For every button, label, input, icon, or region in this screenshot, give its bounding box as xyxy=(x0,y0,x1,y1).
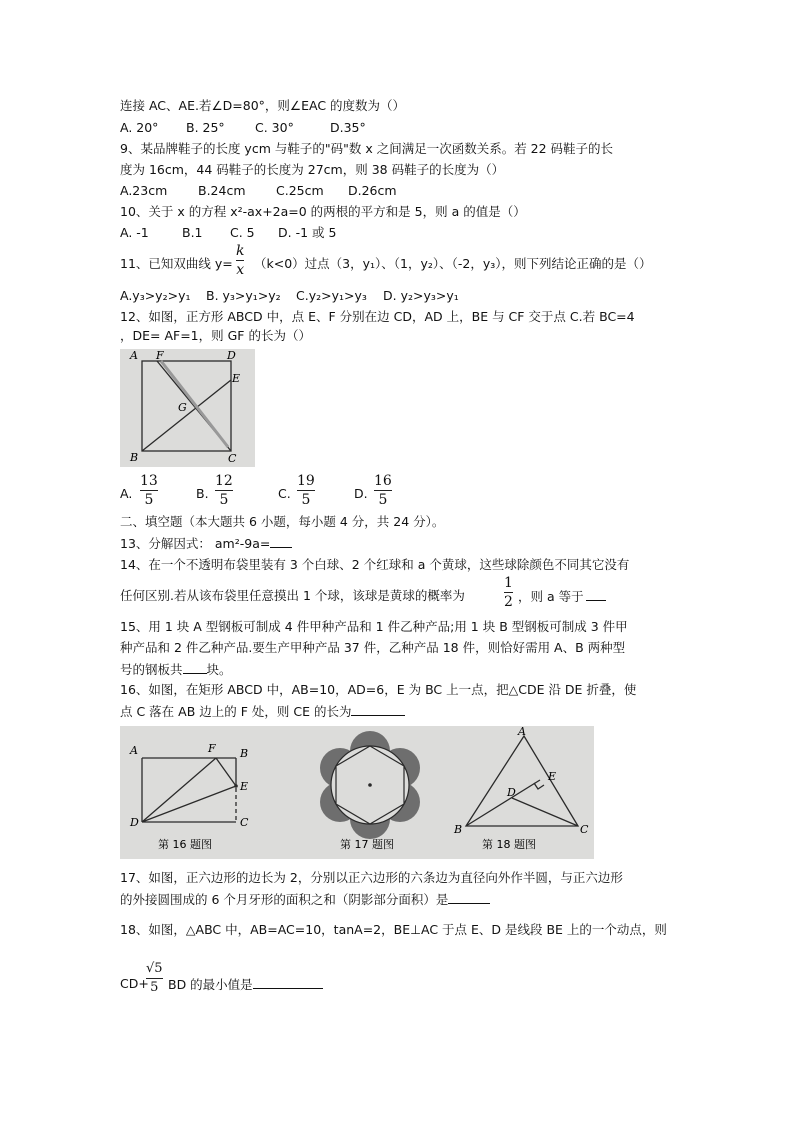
fig18-label-c: C xyxy=(580,823,589,836)
q17-answer-blank xyxy=(448,891,490,904)
q16-answer-blank xyxy=(351,703,405,716)
fig17-hexagon-diagram xyxy=(320,731,420,839)
q10-text: 10、关于 x 的方程 x²-ax+2a=0 的两根的平方和是 5，则 a 的值是（） xyxy=(120,204,526,219)
figures-16-18-svg xyxy=(120,726,594,859)
q12-option-c-num: 19 xyxy=(297,473,315,489)
q16-line2-text: 点 C 落在 AB 边上的 F 处，则 CE 的长为 xyxy=(120,704,352,719)
fig16-label-c: C xyxy=(240,816,249,829)
q12-label-e: E xyxy=(232,372,241,385)
q10-option-c: C. 5 xyxy=(230,225,255,240)
q8-option-a: A. 20° xyxy=(120,120,159,135)
q9-option-c: C.25cm xyxy=(276,183,324,198)
q11-suffix: （k<0）过点（3，y₁）、（1，y₂）、（-2，y₃），则下列结论正确的是（） xyxy=(254,256,652,271)
q8-option-b: B. 25° xyxy=(186,120,225,135)
q12-option-c-den: 5 xyxy=(301,492,311,508)
q12-option-a-fraction xyxy=(140,473,158,508)
q9-line1: 9、某品牌鞋子的长度 ycm 与鞋子的"码"数 x 之间满足一次函数关系。若 22 码鞋子的长 xyxy=(120,141,614,156)
q12-option-a-bar xyxy=(140,490,158,491)
q16-line2 xyxy=(120,703,405,720)
q13-prompt: 13、分解因式： am²-9a= xyxy=(120,536,271,551)
q14-line2-text: 任何区别.若从该布袋里任意摸出 1 个球，该球是黄球的概率为 xyxy=(120,588,465,603)
q11-option-d: D. y₂>y₃>y₁ xyxy=(383,288,459,303)
q14-tail-text: ，则 a 等于 xyxy=(518,589,584,604)
figures-16-18 xyxy=(120,726,594,859)
q18-line1: 18、如图，△ABC 中，AB=AC=10，tanA=2，BE⊥AC 于点 E、D 是线段 BE 上的一个动点，则 xyxy=(120,922,667,937)
q18-frac-num: √5 xyxy=(146,961,163,976)
q12-figure xyxy=(120,349,255,467)
q12-option-d-bar xyxy=(374,490,392,491)
fig18-triangle-diagram xyxy=(466,736,578,826)
q12-label-a: A xyxy=(130,349,138,362)
q12-label-d: D xyxy=(227,349,236,362)
q14-line1: 14、在一个不透明布袋里装有 3 个白球、2 个红球和 a 个黄球，这些球除颜色不同其它没有 xyxy=(120,557,630,572)
q11-option-c: C.y₂>y₁>y₃ xyxy=(296,288,367,303)
q12-option-b-letter: B. xyxy=(196,486,209,501)
q11-option-b: B. y₃>y₁>y₂ xyxy=(206,288,281,303)
fig16-label-e: E xyxy=(240,780,249,793)
q14-frac-bar xyxy=(504,592,513,593)
q12-option-d-letter: D. xyxy=(354,486,368,501)
fig16-label-f: F xyxy=(208,742,216,755)
q14-answer-blank xyxy=(586,588,606,601)
fig17-caption: 第 17 题图 xyxy=(340,838,394,851)
fig16-label-b: B xyxy=(240,747,249,760)
q18-suffix xyxy=(168,976,323,993)
q9-line2: 度为 16cm，44 码鞋子的长度为 27cm，则 38 码鞋子的长度为（） xyxy=(120,162,505,177)
q12-square-diagram xyxy=(120,349,255,467)
q12-option-d-fraction xyxy=(374,473,392,508)
q18-fraction xyxy=(146,961,163,996)
q10-option-d: D. -1 或 5 xyxy=(278,225,337,240)
q18-frac-den: 5 xyxy=(150,980,159,995)
q9-option-a: A.23cm xyxy=(120,183,168,198)
q12-label-g: G xyxy=(178,401,187,414)
q11-frac-bar xyxy=(236,260,244,261)
q12-option-d-num: 16 xyxy=(374,473,392,489)
q15-line2: 种产品和 2 件乙种产品.要生产甲种产品 37 件，乙种产品 18 件，则恰好需用 A、B 两种型 xyxy=(120,640,626,655)
q15-line3-a: 号的钢板共 xyxy=(120,662,183,677)
q9-option-b: B.24cm xyxy=(198,183,246,198)
q12-option-c-bar xyxy=(297,490,315,491)
q18-suffix-text: BD 的最小值是 xyxy=(168,977,253,992)
q13-answer-blank xyxy=(270,535,292,548)
q15-answer-blank xyxy=(183,661,207,674)
q9-option-d: D.26cm xyxy=(348,183,397,198)
q14-line2 xyxy=(120,588,465,604)
q14-frac-num: 1 xyxy=(504,575,513,591)
fig16-caption: 第 16 题图 xyxy=(158,838,212,851)
q12-option-a-num: 13 xyxy=(140,473,158,489)
q17-line1: 17、如图，正六边形的边长为 2，分别以正六边形的六条边为直径向外作半圆，与正六边形 xyxy=(120,870,623,885)
section-2-heading: 二、填空题（本大题共 6 小题，每小题 4 分，共 24 分）。 xyxy=(120,514,445,529)
q11-frac-numerator: k xyxy=(236,243,245,259)
q18-answer-blank xyxy=(253,976,323,989)
q12-option-a-letter: A. xyxy=(120,486,133,501)
q11-prefix: 11、已知双曲线 y= xyxy=(120,256,233,271)
q12-label-c: C xyxy=(228,452,237,465)
fig16-label-a: A xyxy=(130,744,138,757)
fig18-caption: 第 18 题图 xyxy=(482,838,536,851)
q18-prefix: CD+ xyxy=(120,976,149,991)
q11-fraction xyxy=(236,243,244,278)
q11-option-a: A.y₃>y₂>y₁ xyxy=(120,288,191,303)
fig18-label-a: A xyxy=(518,726,526,738)
q14-fraction xyxy=(504,575,513,610)
q12-label-b: B xyxy=(130,451,139,464)
fig18-label-e: E xyxy=(548,770,557,783)
q14-frac-den: 2 xyxy=(504,594,513,610)
q17-line2-text: 的外接圆围成的 6 个月牙形的面积之和（阴影部分面积）是 xyxy=(120,892,449,907)
q18-frac-bar xyxy=(146,978,163,979)
fig18-label-b: B xyxy=(454,823,463,836)
q10-option-a: A. -1 xyxy=(120,225,149,240)
q8-option-c: C. 30° xyxy=(255,120,294,135)
q12-option-d-den: 5 xyxy=(378,492,388,508)
q15-line3-b: 块。 xyxy=(206,662,232,677)
fig18-label-d: D xyxy=(507,786,516,799)
q12-option-b-fraction xyxy=(215,473,233,508)
q12-line2: ，DE= AF=1，则 GF 的长为（） xyxy=(120,328,311,343)
q12-option-b-num: 12 xyxy=(215,473,233,489)
q15-line3 xyxy=(120,661,232,678)
q12-line1: 12、如图，正方形 ABCD 中，点 E、F 分别在边 CD，AD 上，BE 与 CF 交于点 C.若 BC=4 xyxy=(120,309,635,324)
fig16-rectangle-diagram xyxy=(142,758,236,822)
q14-tail xyxy=(518,588,606,605)
q10-option-b: B.1 xyxy=(182,225,203,240)
q17-line2 xyxy=(120,891,490,908)
q13-text xyxy=(120,535,292,552)
q16-line1: 16、如图，在矩形 ABCD 中，AB=10，AD=6，E 为 BC 上一点，把△CDE 沿 DE 折叠，使 xyxy=(120,682,637,697)
q12-option-c-fraction xyxy=(297,473,315,508)
q12-label-f: F xyxy=(156,349,164,362)
q15-line1: 15、用 1 块 A 型钢板可制成 4 件甲种产品和 1 件乙种产品;用 1 块 B 型钢板可制成 3 件甲 xyxy=(120,619,628,634)
q12-option-a-den: 5 xyxy=(144,492,154,508)
q8-option-d: D.35° xyxy=(330,120,366,135)
q12-option-b-den: 5 xyxy=(219,492,229,508)
q11-frac-denominator: x xyxy=(236,262,245,278)
q12-option-b-bar xyxy=(215,490,233,491)
q12-option-c-letter: C. xyxy=(278,486,291,501)
q8-text: 连接 AC、AE.若∠D=80°，则∠EAC 的度数为（） xyxy=(120,98,406,113)
fig16-label-d: D xyxy=(130,816,139,829)
